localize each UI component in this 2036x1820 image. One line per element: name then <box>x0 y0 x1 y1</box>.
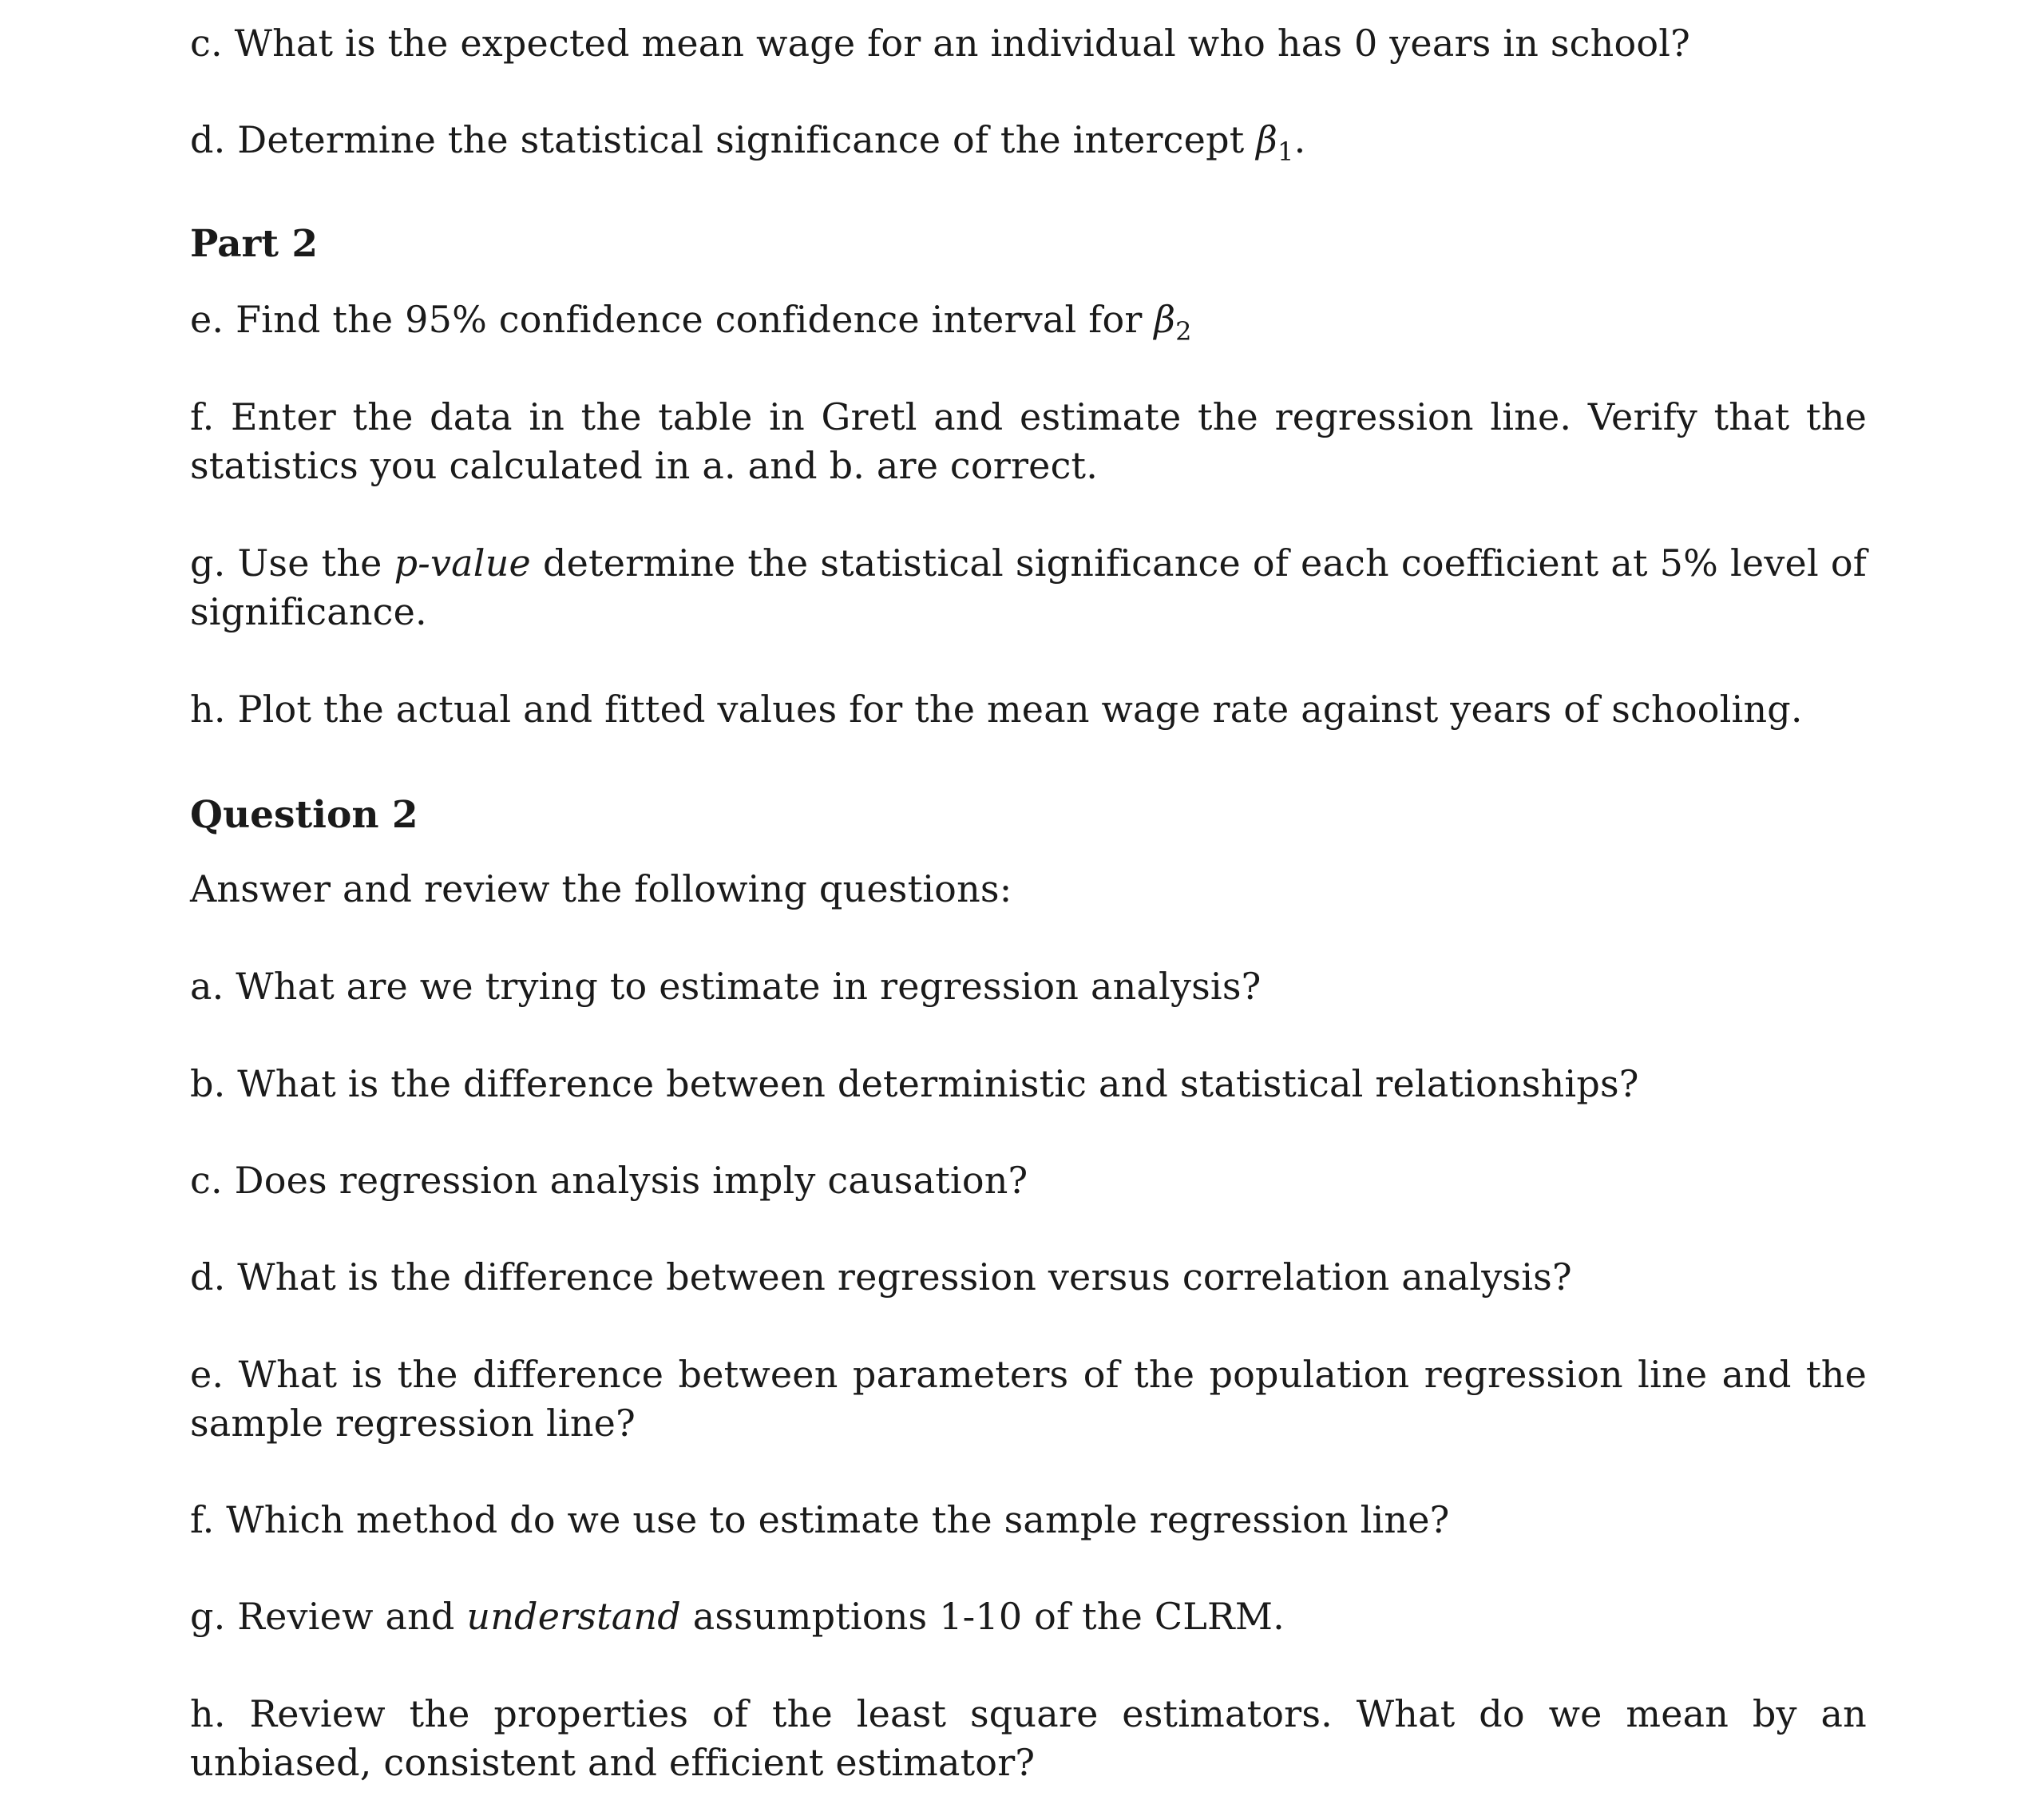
q2-item-c: c. Does regression analysis imply causation? <box>190 1159 1028 1202</box>
question-g-text-rest: determine the statistical significance of each coefficient at 5% level of significance. <box>190 541 1867 633</box>
question-2-heading: Question 2 <box>190 793 418 837</box>
p-value-term: p-value <box>394 541 531 585</box>
beta-symbol: β <box>1256 118 1278 161</box>
question-d-text: d. Determine the statistical significance of the intercept <box>190 118 1257 161</box>
question-d-period: . <box>1293 118 1306 161</box>
question-g-text: g. Use the <box>190 541 394 585</box>
q2-item-a: a. What are we trying to estimate in regression analysis? <box>190 965 1262 1008</box>
beta-symbol: β <box>1154 298 1176 341</box>
q2-item-h: h. Review the properties of the least square estimators. What do we mean by an unbiased, consistent and efficient estimator? <box>190 1692 1867 1784</box>
question-f-gretl-regression: f. Enter the data in the table in Gretl and estimate the regression line. Verify that the statistics you calculated in a. and b. are correct. <box>190 395 1867 487</box>
q2-item-e: e. What is the difference between parameters of the population regression line and the sample regression line? <box>190 1353 1867 1445</box>
q2-item-g-text-rest: assumptions 1-10 of the CLRM. <box>680 1595 1285 1638</box>
beta-subscript: 1 <box>1277 137 1294 167</box>
beta-subscript: 2 <box>1175 316 1192 347</box>
question-h-plot-values: h. Plot the actual and fitted values for the mean wage rate against years of schooling. <box>190 688 1803 731</box>
question-c-expected-mean-wage: c. What is the expected mean wage for an individual who has 0 years in school? <box>190 22 1691 65</box>
q2-item-g <box>190 1592 1867 1641</box>
part-2-heading: Part 2 <box>190 222 319 266</box>
question-d-intercept-significance <box>190 116 1867 176</box>
q2-item-g-text: g. Review and <box>190 1595 467 1638</box>
q2-item-f: f. Which method do we use to estimate the sample regression line? <box>190 1498 1450 1541</box>
q2-item-d: d. What is the difference between regression versus correlation analysis? <box>190 1255 1572 1299</box>
question-2-intro: Answer and review the following questions: <box>190 867 1012 910</box>
understand-term: understand <box>466 1595 681 1638</box>
question-g-p-value <box>190 539 1867 636</box>
question-e-text: e. Find the 95% confidence confidence interval for <box>190 298 1155 341</box>
question-e-confidence-interval <box>190 295 1867 356</box>
q2-item-b: b. What is the difference between deterministic and statistical relationships? <box>190 1062 1639 1105</box>
